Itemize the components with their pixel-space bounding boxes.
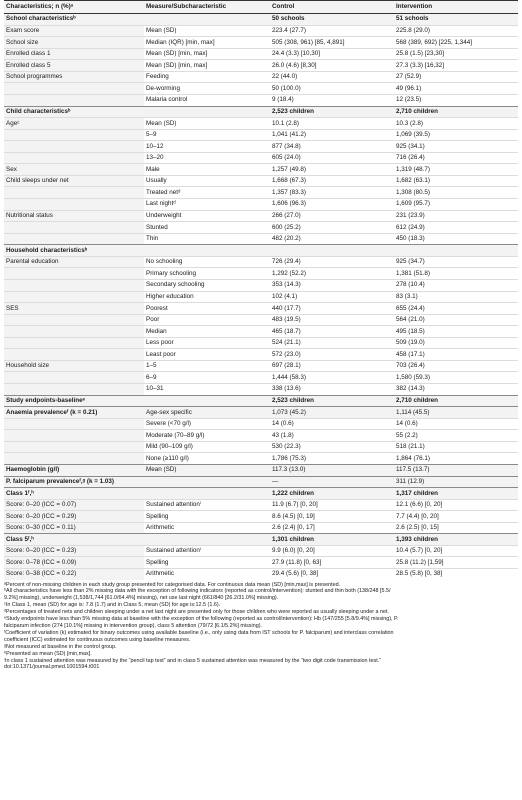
table-header-row [4,1,518,14]
table-row [4,48,518,60]
section-row [4,534,518,546]
control-cell: 1,606 (96.3) [270,199,394,211]
characteristic-cell: School programmes [4,71,144,83]
characteristic-cell: Study endpoints-baselineᵉ [4,395,144,407]
table-row [4,569,518,580]
intervention-cell: 1,319 (48.7) [394,164,518,176]
measure-cell: Least poor [144,349,270,361]
intervention-cell: 117.5 (13.7) [394,464,518,476]
control-cell: 483 (19.5) [270,314,394,326]
measure-cell: Malaria control [144,94,270,106]
intervention-cell: 1,317 children [394,488,518,500]
measure-cell: Poor [144,314,270,326]
intervention-cell: 231 (23.9) [394,210,518,222]
characteristic-cell [4,314,144,326]
control-cell: 2,523 children [270,395,394,407]
control-cell: 2.6 (2.4) [0, 17] [270,522,394,534]
characteristic-cell [4,291,144,303]
measure-cell: Mild (90–109 g/l) [144,441,270,453]
measure-cell: Median (IQR) [min, max] [144,37,270,49]
measure-cell: 5–9 [144,129,270,141]
characteristic-cell [4,187,144,199]
characteristic-cell: Anaemia prevalenceᶠ (k = 0.21) [4,407,144,419]
control-cell: 9.9 (6.0) [0, 20] [270,545,394,557]
measure-cell: Age-sex specific [144,407,270,419]
measure-cell: Mean (SD) [min, max] [144,60,270,72]
characteristic-cell [4,129,144,141]
table-row [4,557,518,569]
measure-cell [144,14,270,26]
measure-cell: Secondary schooling [144,279,270,291]
control-cell: 482 (20.2) [270,233,394,245]
characteristic-cell: Exam score [4,25,144,37]
table-row [4,83,518,95]
characteristic-cell [4,418,144,430]
footnote-line: doi:10.1371/journal.pmed.1001594.t001 [4,664,100,671]
intervention-cell: 51 schools [394,14,518,26]
measure-cell: Sustained attentionⁱ [144,499,270,511]
control-cell: 50 (100.0) [270,83,394,95]
table-footnotes [4,582,518,672]
control-cell: 11.9 (6.7) [0, 20] [270,499,394,511]
characteristic-cell [4,152,144,164]
measure-cell: Spelling [144,511,270,523]
intervention-cell: 1,381 (51.8) [394,268,518,280]
control-cell: 26.0 (4.6) [8,30] [270,60,394,72]
characteristic-cell: Parental education [4,256,144,268]
table-row [4,71,518,83]
characteristic-cell: Class 5ᶠ,ʰ [4,534,144,546]
intervention-cell: 925 (34.1) [394,141,518,153]
section-row [4,488,518,500]
measure-cell: None (≥110 g/l) [144,453,270,465]
control-cell: 27.9 (11.8) [0, 63] [270,557,394,569]
characteristic-cell: P. falciparum prevalenceᶠ,ᵍ (k = 1.03) [4,476,144,488]
measure-cell: Median [144,326,270,338]
intervention-cell: 12 (23.5) [394,94,518,106]
table-row [4,499,518,511]
table-row [4,222,518,234]
control-cell: 8.6 (4.5) [0, 19] [270,511,394,523]
measure-cell: 13–20 [144,152,270,164]
intervention-cell: 382 (14.3) [394,384,518,396]
characteristic-cell [4,268,144,280]
characteristic-cell: Household size [4,360,144,372]
table-row [4,360,518,372]
measure-cell: 1–5 [144,360,270,372]
table-row [4,25,518,37]
control-cell: 117.3 (13.0) [270,464,394,476]
control-cell: 697 (28.1) [270,360,394,372]
footnote-line: falciparum infection (274 [10.1%] missing in intervention group), class 5 attention (79/72 [6.1/5.2%] missing). [4,623,262,629]
control-cell: 572 (23.0) [270,349,394,361]
intervention-cell: 925 (34.7) [394,256,518,268]
control-cell [270,245,394,257]
intervention-cell: 27 (52.9) [394,71,518,83]
control-cell: 440 (17.7) [270,303,394,315]
characteristic-cell [4,94,144,106]
table-row [4,129,518,141]
table-row [4,522,518,534]
table-row [4,233,518,245]
table-row [4,268,518,280]
header-characteristics: Characteristics; n (%)ᵃ [4,1,144,14]
characteristic-cell [4,326,144,338]
measure-cell [144,488,270,500]
control-cell: 465 (18.7) [270,326,394,338]
table-row [4,314,518,326]
intervention-cell: 10.3 (2.8) [394,118,518,130]
measure-cell: Mean (SD) [144,118,270,130]
control-cell: 1,301 children [270,534,394,546]
characteristic-cell: School size [4,37,144,49]
table-row [4,37,518,49]
table-row [4,94,518,106]
section-row [4,106,518,118]
characteristic-cell: Child sleeps under net [4,175,144,187]
control-cell: — [270,476,394,488]
measure-cell: Feeding [144,71,270,83]
table-row [4,545,518,557]
measure-cell [144,395,270,407]
table-row [4,303,518,315]
characteristic-cell: Nutritional status [4,210,144,222]
intervention-cell: 2,710 children [394,106,518,118]
control-cell: 1,073 (45.2) [270,407,394,419]
intervention-cell: 509 (19.0) [394,337,518,349]
footnote-line: ᵈPercentages of treated nets and children sleeping under a net last night are presented only for those children who were reported as usually sleeping under a net. [4,609,390,616]
characteristic-cell: Class 1ᶠ,ʰ [4,488,144,500]
control-cell: 14 (0.6) [270,418,394,430]
control-cell: 266 (27.0) [270,210,394,222]
control-cell: 726 (29.4) [270,256,394,268]
characteristic-cell: Score: 0–78 (ICC = 0.09) [4,557,144,569]
characteristic-cell [4,453,144,465]
intervention-cell: 1,114 (45.5) [394,407,518,419]
table-row [4,453,518,465]
control-cell: 605 (24.0) [270,152,394,164]
table-row [4,175,518,187]
measure-cell: Thin [144,233,270,245]
characteristic-cell: SES [4,303,144,315]
measure-cell: Mean (SD) [144,25,270,37]
control-cell: 600 (25.2) [270,222,394,234]
characteristic-cell [4,279,144,291]
table-row [4,187,518,199]
measure-cell [144,476,270,488]
intervention-cell: 311 (12.9) [394,476,518,488]
intervention-cell: 2,710 children [394,395,518,407]
intervention-cell: 458 (17.1) [394,349,518,361]
section-row [4,407,518,419]
footnote-line: ᵇAll characteristics have less than 2% missing data with the exception of following indicators (reported as control/intervention): stunted and thin both (138/248 [5.5/ [4,588,391,595]
characteristic-cell: Household characteristicsᵇ [4,245,144,257]
control-cell: 22 (44.0) [270,71,394,83]
characteristic-cell [4,222,144,234]
table-row [4,384,518,396]
baseline-characteristics-table [4,1,518,580]
measure-cell [144,534,270,546]
intervention-cell: 25.8 (1.5) [23,30] [394,48,518,60]
intervention-cell: 2.6 (2.5) [0, 15] [394,522,518,534]
measure-cell [144,245,270,257]
control-cell: 353 (14.3) [270,279,394,291]
intervention-cell: 25.8 (11.2) [1,59] [394,557,518,569]
table-row [4,164,518,176]
measure-cell: Mean (SD) [min, max] [144,48,270,60]
table-row [4,60,518,72]
intervention-cell: 28.5 (5.8) [0, 38] [394,569,518,580]
header-control: Control [270,1,394,14]
table-row [4,326,518,338]
characteristic-cell: Score: 0–38 (ICC = 0.22) [4,569,144,580]
control-cell: 877 (34.8) [270,141,394,153]
characteristic-cell: Score: 0–20 (ICC = 0.29) [4,511,144,523]
intervention-cell: 1,609 (95.7) [394,199,518,211]
intervention-cell: 450 (18.3) [394,233,518,245]
intervention-cell: 1,682 (63.1) [394,175,518,187]
characteristic-cell: Enrolled class 1 [4,48,144,60]
intervention-cell: 12.1 (6.6) [0, 20] [394,499,518,511]
table-row [4,199,518,211]
intervention-cell: 1,308 (80.5) [394,187,518,199]
intervention-cell: 716 (26.4) [394,152,518,164]
table-row [4,511,518,523]
section-row [4,476,518,488]
control-cell: 50 schools [270,14,394,26]
intervention-cell: 10.4 (5.7) [0, 20] [394,545,518,557]
control-cell: 1,292 (52.2) [270,268,394,280]
measure-cell: Treated netᵈ [144,187,270,199]
intervention-cell: 568 (389, 692) [225, 1,344] [394,37,518,49]
footnote-line: ᶜIn Class 1, mean (SD) for age is: 7.8 (1.7) and in Class 5, mean (SD) for age is:12.5 (1.6). [4,602,221,609]
intervention-cell: 703 (26.4) [394,360,518,372]
intervention-cell: 7.7 (4.4) [0, 20] [394,511,518,523]
section-row [4,464,518,476]
characteristic-cell [4,430,144,442]
table-body [4,1,518,580]
intervention-cell: 1,580 (59.3) [394,372,518,384]
control-cell: 524 (21.1) [270,337,394,349]
measure-cell: 10–12 [144,141,270,153]
table-row [4,279,518,291]
intervention-cell: 278 (10.4) [394,279,518,291]
control-cell: 29.4 (5.6) [0, 38] [270,569,394,580]
measure-cell: Stunted [144,222,270,234]
characteristic-cell [4,233,144,245]
control-cell: 1,357 (83.3) [270,187,394,199]
control-cell: 338 (13.6) [270,384,394,396]
characteristic-cell: Sex [4,164,144,176]
measure-cell: Moderate (70–89 g/l) [144,430,270,442]
measure-cell: Arithmetic [144,569,270,580]
control-cell: 505 (308, 961) [85, 4,891] [270,37,394,49]
measure-cell: De-worming [144,83,270,95]
characteristic-cell: Child characteristicsᵇ [4,106,144,118]
intervention-cell: 55 (2.2) [394,430,518,442]
footnote-line: ᵃPercent of non-missing children in each study group presented for categorised data. For continuous data mean (SD) [min,max] is presented. [4,581,341,588]
section-row [4,245,518,257]
intervention-cell: 655 (24.4) [394,303,518,315]
control-cell: 43 (1.8) [270,430,394,442]
table-row [4,337,518,349]
footnote-line: ᶠCoefficient of variation (k) estimated for binary outcomes using available baseline (i.e., only using data from IST schools for P. falciparum) and interclass correlation [4,629,394,636]
control-cell: 2,523 children [270,106,394,118]
table-row [4,118,518,130]
intervention-cell: 83 (3.1) [394,291,518,303]
control-cell: 1,257 (49.8) [270,164,394,176]
table-row [4,441,518,453]
control-cell: 530 (22.3) [270,441,394,453]
measure-cell: No schooling [144,256,270,268]
intervention-cell: 612 (24.9) [394,222,518,234]
intervention-cell: 14 (0.6) [394,418,518,430]
table-row [4,372,518,384]
intervention-cell: 1,393 children [394,534,518,546]
table-row [4,349,518,361]
intervention-cell: 1,864 (76.1) [394,453,518,465]
characteristic-cell: Score: 0–30 (ICC = 0.11) [4,522,144,534]
characteristic-cell: Ageᶜ [4,118,144,130]
control-cell: 1,668 (67.3) [270,175,394,187]
table-row [4,291,518,303]
control-cell: 9 (18.4) [270,94,394,106]
section-row [4,14,518,26]
characteristic-cell: Score: 0–20 (ICC = 0.07) [4,499,144,511]
measure-cell: Male [144,164,270,176]
footnote-line: 9.2%] missing), underweight (1,538/1,744 [61.0/64.4%] missing), net use last night (661/840 [26.2/31.0%] missing). [4,595,279,602]
measure-cell: Spelling [144,557,270,569]
characteristic-cell: Enrolled class 5 [4,60,144,72]
intervention-cell: 49 (96.1) [394,83,518,95]
characteristic-cell: Haemoglobin (g/l) [4,464,144,476]
control-cell: 102 (4.1) [270,291,394,303]
table-row [4,418,518,430]
characteristic-cell [4,441,144,453]
intervention-cell [394,245,518,257]
table-row [4,256,518,268]
intervention-cell: 518 (21.1) [394,441,518,453]
intervention-cell: 27.3 (3.3) [16,32] [394,60,518,72]
intervention-cell: 564 (21.0) [394,314,518,326]
measure-cell: Underweight [144,210,270,222]
section-row [4,395,518,407]
characteristic-cell [4,141,144,153]
measure-cell: Primary schooling [144,268,270,280]
control-cell: 1,222 children [270,488,394,500]
measure-cell [144,106,270,118]
control-cell: 1,444 (58.3) [270,372,394,384]
characteristic-cell [4,384,144,396]
characteristic-cell [4,349,144,361]
footnote-line: ʰPresented as mean (SD) [min,max]. [4,650,92,657]
table-row [4,141,518,153]
intervention-cell: 225.8 (29.0) [394,25,518,37]
footnote-line: ⁱIn class 1 sustained attention was measured by the “pencil tap test” and in class 5 sustained attention was measured by the “two digit code transmission test.” [4,657,382,664]
characteristic-cell: Score: 0–20 (ICC = 0.23) [4,545,144,557]
measure-cell: Sustained attentionⁱ [144,545,270,557]
intervention-cell: 1,069 (39.5) [394,129,518,141]
measure-cell: Arithmetic [144,522,270,534]
measure-cell: Higher education [144,291,270,303]
characteristic-cell: School characteristicsᵇ [4,14,144,26]
measure-cell: Last nightᵈ [144,199,270,211]
footnote-line: ᵉStudy endpoints have less than 5% missing data at baseline with the exception of the following (reported as control/intervention): Hb (147/255 [5.8/9.4%] missing), P. [4,616,399,623]
measure-cell: 6–9 [144,372,270,384]
table-row [4,152,518,164]
table-row [4,210,518,222]
measure-cell: Severe (<70 g/l) [144,418,270,430]
measure-cell: Usually [144,175,270,187]
control-cell: 223.4 (27.7) [270,25,394,37]
measure-cell: 10–31 [144,384,270,396]
footnote-line: ᵍNot measured at baseline in the control group. [4,643,117,650]
intervention-cell: 495 (18.5) [394,326,518,338]
characteristic-cell [4,83,144,95]
measure-cell: Poorest [144,303,270,315]
measure-cell: Mean (SD) [144,464,270,476]
control-cell: 1,786 (75.3) [270,453,394,465]
measure-cell: Less poor [144,337,270,349]
header-intervention: Intervention [394,1,518,14]
header-measure: Measure/Subcharacteristic [144,1,270,14]
footnote-line: coefficient (ICC) estimated for continuous outcomes using baseline measures. [4,636,191,643]
characteristic-cell [4,199,144,211]
characteristic-cell [4,337,144,349]
control-cell: 10.1 (2.8) [270,118,394,130]
control-cell: 24.4 (3.3) [10,30] [270,48,394,60]
table-row [4,430,518,442]
characteristic-cell [4,372,144,384]
control-cell: 1,041 (41.2) [270,129,394,141]
